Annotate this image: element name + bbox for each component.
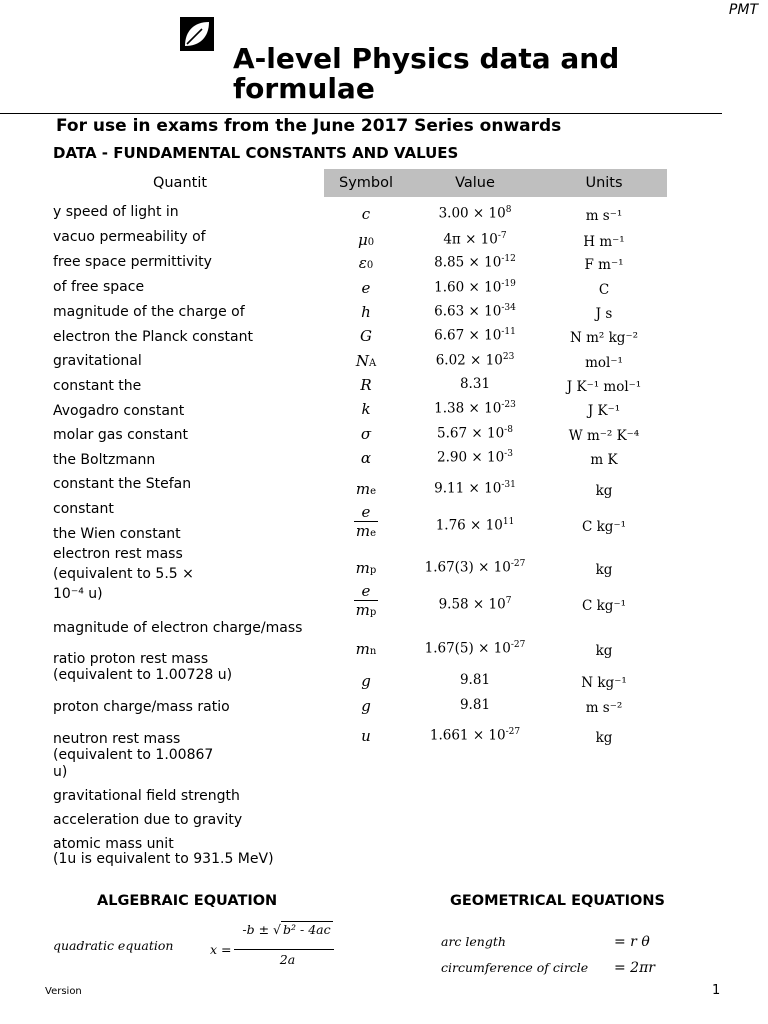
symbol-main: ε <box>358 254 367 272</box>
symbol-subscript: e <box>370 486 377 497</box>
unit-cell: N kg⁻¹ <box>581 675 627 691</box>
value-exponent: -3 <box>504 449 513 459</box>
symbol-denominator-sub: p <box>369 607 377 618</box>
symbol-main: μ <box>357 231 368 249</box>
symbol-fraction <box>354 582 379 619</box>
symbol-fraction <box>354 503 378 540</box>
quantity-line: ratio proton rest mass <box>53 651 209 667</box>
value-exponent: 7 <box>505 596 512 606</box>
quadratic-radicand: b² - 4ac <box>283 922 331 937</box>
unit-cell: m s⁻¹ <box>585 208 623 224</box>
symbol-cell <box>340 697 392 715</box>
quantity-line: atomic mass unit <box>53 836 174 852</box>
geo-label-circumference: circumference of circle <box>441 960 589 975</box>
page-title: A-level Physics data and formulae <box>233 42 620 105</box>
quantity-line: gravitational <box>53 353 142 369</box>
symbol-main: σ <box>360 425 372 443</box>
value-mantissa: 4π × 10 <box>443 231 498 248</box>
quantity-line: (1u is equivalent to 931.5 MeV) <box>53 851 274 867</box>
unit-cell: N m² kg⁻² <box>570 330 638 346</box>
symbol-cell <box>340 205 392 223</box>
unit-cell: C kg⁻¹ <box>582 598 626 614</box>
symbol-cell <box>340 582 392 619</box>
quadratic-numerator: -b ± √ b² - 4ac <box>242 922 331 937</box>
symbol-cell <box>340 279 392 297</box>
symbol-main: α <box>360 449 372 467</box>
value-mantissa: 3.00 × 10 <box>438 205 506 222</box>
unit-cell: kg <box>595 643 613 659</box>
value-exponent: -27 <box>505 727 521 737</box>
symbol-denominator <box>354 600 379 619</box>
quantity-line: y speed of light in <box>53 204 179 220</box>
symbol-main: k <box>361 400 371 418</box>
leaf-logo-icon <box>180 17 214 51</box>
symbol-subscript: 0 <box>366 260 374 271</box>
unit-cell: kg <box>595 562 613 578</box>
value-cell <box>405 697 545 713</box>
value-cell <box>405 596 545 613</box>
symbol-cell <box>340 559 392 577</box>
quadratic-fraction-bar <box>234 949 334 950</box>
symbol-cell <box>340 303 392 321</box>
symbol-numerator: e <box>361 582 371 600</box>
value-exponent: 11 <box>502 517 515 527</box>
value-cell <box>405 727 545 744</box>
unit-cell: kg <box>595 483 613 499</box>
quantity-line: proton charge/mass ratio <box>53 699 230 715</box>
symbol-denominator <box>354 521 378 540</box>
symbol-main: g <box>361 672 371 690</box>
unit-cell: W m⁻² K⁻⁴ <box>568 428 640 444</box>
value-mantissa: 1.67(5) × 10 <box>424 640 511 657</box>
unit-cell: J K⁻¹ mol⁻¹ <box>566 379 642 395</box>
quantity-line: of free space <box>53 279 145 295</box>
symbol-cell <box>340 727 392 745</box>
value-exponent: -34 <box>501 303 516 313</box>
symbol-denominator-sub: e <box>370 528 377 539</box>
symbol-main: c <box>361 205 371 223</box>
value-mantissa: 1.60 × 10 <box>434 279 502 296</box>
quantity-line: gravitational field strength <box>53 788 240 804</box>
unit-cell: mol⁻¹ <box>585 355 623 371</box>
value-cell <box>405 672 545 688</box>
value-mantissa: 8.85 × 10 <box>434 254 502 271</box>
section-heading: DATA - FUNDAMENTAL CONSTANTS AND VALUES <box>53 144 459 162</box>
value-exponent: -31 <box>501 480 516 490</box>
value-mantissa: 8.31 <box>459 376 491 392</box>
symbol-main: h <box>361 303 371 321</box>
quadratic-denominator: 2a <box>279 952 296 967</box>
symbol-cell <box>340 231 392 249</box>
quantity-line: electron the Planck constant <box>53 329 253 345</box>
footer-page-number: 1 <box>712 983 721 998</box>
unit-cell: C <box>598 282 610 298</box>
quadratic-label: quadratic equation <box>53 938 174 953</box>
value-exponent: -23 <box>501 400 516 410</box>
value-cell <box>405 400 545 417</box>
symbol-main: m <box>355 480 371 498</box>
value-cell <box>405 640 545 657</box>
symbol-main: u <box>361 727 371 745</box>
value-cell <box>405 425 545 442</box>
value-mantissa: 6.63 × 10 <box>434 303 502 320</box>
value-cell <box>405 517 545 534</box>
quantity-line: (equivalent to 5.5 × <box>53 566 194 582</box>
quantity-line: free space permittivity <box>53 254 212 270</box>
geometric-heading: GEOMETRICAL EQUATIONS <box>450 893 665 909</box>
col-header-quantity: Quantit <box>152 175 208 191</box>
quantity-line: Avogadro constant <box>53 403 185 419</box>
symbol-subscript: p <box>369 565 377 576</box>
symbol-cell <box>340 425 392 443</box>
unit-cell: J K⁻¹ <box>587 403 621 419</box>
value-mantissa: 1.67(3) × 10 <box>424 559 511 576</box>
quantity-line: molar gas constant <box>53 427 188 443</box>
value-cell <box>405 480 545 497</box>
footer-version: Version <box>45 986 82 997</box>
value-mantissa: 9.58 × 10 <box>438 596 506 613</box>
quantity-line: neutron rest mass <box>53 731 181 747</box>
title-rule <box>0 113 722 114</box>
symbol-denominator-main: m <box>355 522 371 540</box>
value-mantissa: 1.38 × 10 <box>434 400 502 417</box>
quantity-line: magnitude of electron charge/mass <box>53 620 303 636</box>
symbol-cell <box>340 352 392 370</box>
value-cell <box>405 352 545 369</box>
quantity-line: constant the Stefan <box>53 476 192 492</box>
value-exponent: -11 <box>501 327 516 337</box>
value-mantissa: 9.81 <box>459 697 491 713</box>
page-subtitle: For use in exams from the June 2017 Series onwards <box>56 116 562 136</box>
unit-cell: H m⁻¹ <box>583 234 625 250</box>
symbol-cell <box>340 640 392 658</box>
value-cell <box>405 327 545 344</box>
quantity-line: u) <box>53 764 68 780</box>
algebraic-heading: ALGEBRAIC EQUATION <box>97 893 278 909</box>
symbol-subscript: 0 <box>367 237 375 248</box>
value-mantissa: 5.67 × 10 <box>437 425 505 442</box>
symbol-main: N <box>355 352 369 370</box>
quantity-line: the Boltzmann <box>53 452 156 468</box>
value-mantissa: 9.11 × 10 <box>434 480 502 497</box>
col-header-units: Units <box>585 175 623 191</box>
value-exponent: 23 <box>502 352 515 362</box>
geo-label-arc: arc length <box>441 934 506 949</box>
value-exponent: -7 <box>497 231 507 241</box>
symbol-main: m <box>355 640 370 658</box>
value-cell <box>405 205 545 222</box>
unit-cell: m K <box>590 452 618 468</box>
value-exponent: 8 <box>505 205 512 215</box>
symbol-main: R <box>360 376 372 394</box>
value-mantissa: 6.02 × 10 <box>435 352 503 369</box>
unit-cell: m s⁻² <box>585 700 623 716</box>
symbol-cell <box>340 254 392 272</box>
symbol-main: e <box>361 279 371 297</box>
unit-cell: J s <box>595 306 613 322</box>
geo-expr-circumference: = 2πr <box>614 960 655 976</box>
unit-cell: kg <box>595 730 613 746</box>
symbol-subscript: A <box>368 358 377 369</box>
unit-cell: C kg⁻¹ <box>582 519 626 535</box>
col-header-value: Value <box>455 175 495 191</box>
value-cell <box>405 231 545 248</box>
symbol-cell <box>340 672 392 690</box>
value-exponent: -19 <box>501 279 516 289</box>
quantity-line: acceleration due to gravity <box>53 812 243 828</box>
quantity-line: (equivalent to 1.00867 <box>53 747 214 763</box>
symbol-cell <box>340 480 392 498</box>
symbol-subscript: n <box>369 646 377 657</box>
value-exponent: -27 <box>510 559 526 569</box>
value-mantissa: 2.90 × 10 <box>437 449 505 466</box>
value-exponent: -27 <box>510 640 526 650</box>
quantity-line: 10⁻⁴ u) <box>53 586 103 602</box>
quantity-line: (equivalent to 1.00728 u) <box>53 667 233 683</box>
symbol-cell <box>340 449 392 467</box>
symbol-cell <box>340 376 392 394</box>
quadratic-lhs: x = <box>210 942 232 957</box>
quantity-line: constant the <box>53 378 142 394</box>
value-mantissa: 9.81 <box>459 672 491 688</box>
quadratic-num-prefix: -b ± <box>242 922 270 937</box>
value-cell <box>405 449 545 466</box>
quantity-line: vacuo permeability of <box>53 229 206 245</box>
corner-label: PMT <box>728 2 758 18</box>
unit-cell: F m⁻¹ <box>584 257 624 273</box>
value-cell <box>405 376 545 392</box>
symbol-main: G <box>360 327 372 345</box>
quantity-line: constant <box>53 501 114 517</box>
value-mantissa: 1.661 × 10 <box>429 727 506 744</box>
quantity-line: electron rest mass <box>53 546 183 562</box>
symbol-denominator-main: m <box>355 601 370 619</box>
value-mantissa: 6.67 × 10 <box>434 327 502 344</box>
symbol-cell <box>340 400 392 418</box>
value-exponent: -8 <box>504 425 513 435</box>
quantity-line: the Wien constant <box>53 526 181 542</box>
symbol-cell <box>340 503 392 540</box>
value-cell <box>405 559 545 576</box>
symbol-main: g <box>361 697 371 715</box>
symbol-cell <box>340 327 392 345</box>
symbol-main: m <box>355 559 370 577</box>
value-cell <box>405 303 545 320</box>
value-exponent: -12 <box>501 254 516 264</box>
value-cell <box>405 254 545 271</box>
geo-expr-arc: = r θ <box>614 934 650 950</box>
value-mantissa: 1.76 × 10 <box>435 517 503 534</box>
value-cell <box>405 279 545 296</box>
quantity-line: magnitude of the charge of <box>53 304 245 320</box>
symbol-numerator: e <box>361 503 371 521</box>
col-header-symbol: Symbol <box>338 175 393 191</box>
